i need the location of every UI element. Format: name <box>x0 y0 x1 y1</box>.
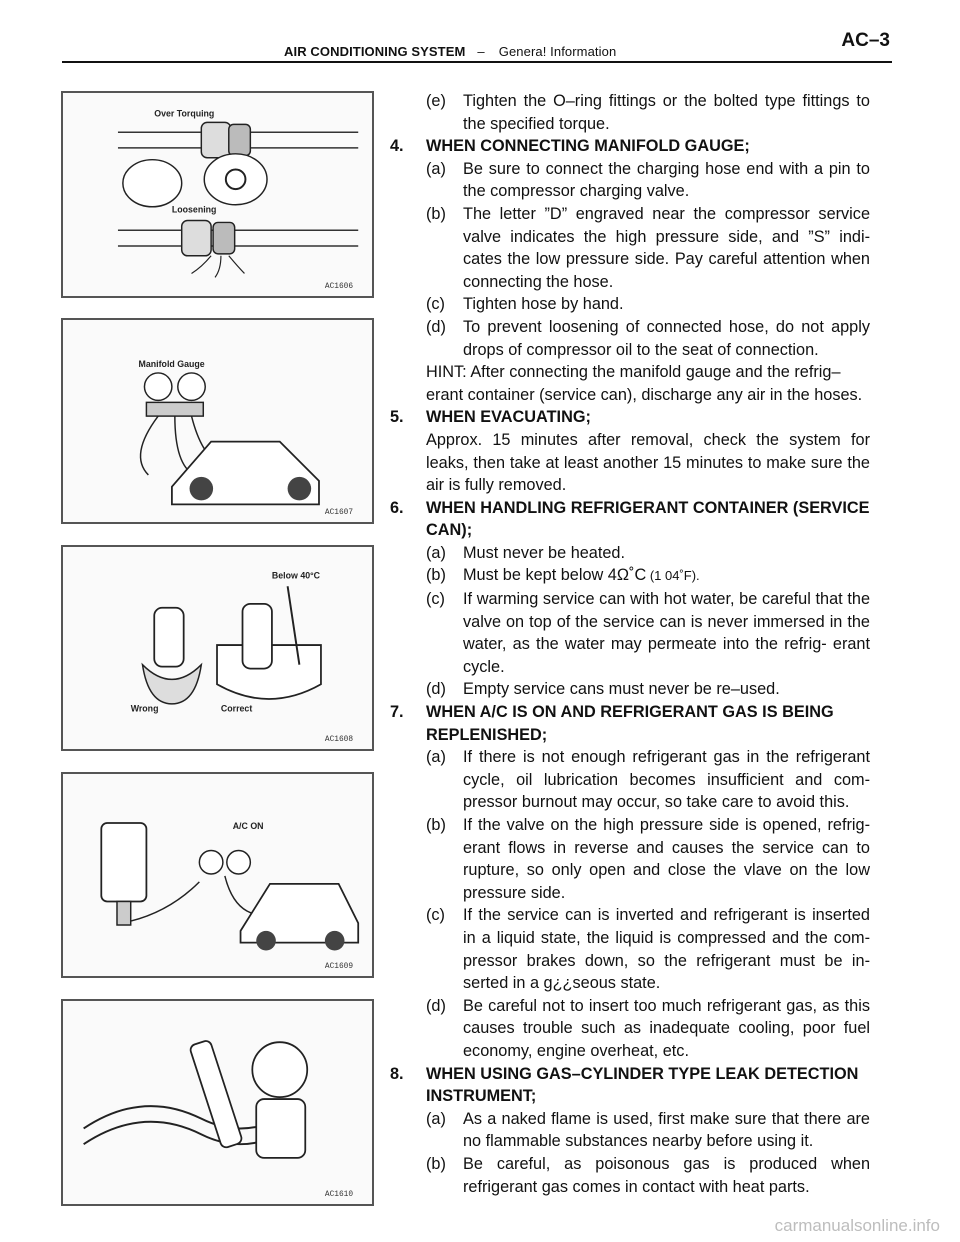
figure-torque-label-1: Over Torquing <box>154 108 215 119</box>
header-section: Genera! Information <box>498 44 617 59</box>
item-label: (e) <box>426 92 446 110</box>
section-title: WHEN A/C IS ON AND REFRIGERANT GAS IS BEING REPLENISHED; <box>426 703 834 744</box>
item-text: Tighten hose by hand. <box>463 295 624 314</box>
section-title: WHEN HANDLING REFRIGERANT CONTAINER (SERVICE CAN); <box>426 498 870 540</box>
watermark: carmanualsonline.info <box>774 1216 940 1235</box>
section-4-heading <box>390 135 870 158</box>
item-8a <box>390 1108 870 1153</box>
page-code: AC–3 <box>841 30 890 51</box>
figure-manifold-label: Manifold Gauge <box>138 359 205 370</box>
item-4a <box>390 158 870 203</box>
item-label: (a) <box>426 159 446 178</box>
figure-torque <box>61 91 374 298</box>
item-7c <box>390 904 870 994</box>
section-number: 4. <box>390 137 404 156</box>
item-4b <box>390 203 870 293</box>
item-text: Tighten the O–ring fittings or the bolted type fittings to the specified torque. <box>463 92 870 133</box>
item-text: Be careful not to insert too much refrigerant gas, as this causes trouble such as inadequate cooling, poor fuel economy, engine overheat, etc. <box>463 996 870 1060</box>
item-text: Be careful, as poisonous gas is produced when refrigerant gas comes in contact with heat parts. <box>463 1154 870 1196</box>
hint-paragraph: HINT: After connecting the manifold gauge and the refrig– erant container (service can), discharge any air in the hoses. <box>426 363 863 404</box>
item-label: (b) <box>426 204 446 223</box>
item-label: (c) <box>426 295 445 314</box>
instruction-text <box>390 90 870 1198</box>
figure-torque-label-2: Loosening <box>171 204 217 215</box>
header-rule <box>62 61 892 63</box>
header-title <box>284 44 616 59</box>
item-6c <box>390 588 870 678</box>
figure-ac-on <box>61 772 374 978</box>
item-label: (b) <box>426 566 446 585</box>
item-text: The letter ”D” engraved near the compressor service valve indicates the high pressure side, and ”S” indi- cates the low pressure side. Pay careful attention when connecting the hose. <box>463 204 870 291</box>
item-4c <box>390 293 870 316</box>
page-header <box>62 26 892 62</box>
item-6b <box>390 564 870 588</box>
item-label: (c) <box>426 590 445 609</box>
figure-code: AC1607 <box>324 508 354 518</box>
section-number: 8. <box>390 1064 404 1083</box>
figure-leak-detector <box>61 999 374 1206</box>
header-separator: – <box>477 44 485 59</box>
item-6d <box>390 678 870 701</box>
torque-illustration <box>63 93 372 296</box>
section-number: 6. <box>390 498 404 517</box>
figure-code: AC1608 <box>324 735 354 745</box>
item-7d <box>390 995 870 1063</box>
item-8b <box>390 1153 870 1198</box>
item-label: (b) <box>426 1154 446 1173</box>
figure-can-label-wrong: Wrong <box>130 703 159 714</box>
item-text: To prevent loosening of connected hose, do not apply drops of compressor oil to the seat of connection. <box>463 317 870 359</box>
section-number: 5. <box>390 408 404 427</box>
item-label: (b) <box>426 816 446 834</box>
item-label: (a) <box>426 1109 446 1128</box>
item-text: Be sure to connect the charging hose end with a pin to the compressor charging valve. <box>463 159 870 201</box>
item-7a <box>390 746 870 814</box>
service-can-illustration <box>63 547 372 749</box>
section-8-heading <box>390 1063 870 1108</box>
section-6-heading <box>390 497 870 542</box>
figure-manifold-gauge <box>61 318 374 524</box>
item-text-small: (1 04˚F). <box>646 568 700 584</box>
item-text: If the service can is inverted and refrigerant is inserted in a liquid state, the liquid is compressed and the com- pressor brakes down, so the refrigerant must be in- serted in a g¿¿seous state. <box>463 906 870 993</box>
item-4d <box>390 316 870 361</box>
item-label: (a) <box>426 543 446 562</box>
figure-code: AC1606 <box>324 282 354 292</box>
leak-detector-illustration <box>63 1001 372 1204</box>
item-text: If warming service can with hot water, be careful that the valve on top of the service can is never immersed in the water, as the water may permeate into the refrig- erant cycle. <box>463 590 870 676</box>
header-system: AIR CONDITIONING SYSTEM <box>284 44 466 59</box>
item-6a <box>390 542 870 565</box>
figure-can-label-below: Below 40°C <box>271 570 321 581</box>
item-text: Must never be heated. <box>463 543 626 562</box>
item-text: Empty service cans must never be re–used. <box>463 680 780 699</box>
section-title: WHEN USING GAS–CYLINDER TYPE LEAK DETECTION INSTRUMENT; <box>426 1064 859 1106</box>
item-text: As a naked flame is used, first make sure that there are no flammable substances nearby before using it. <box>463 1109 870 1151</box>
item-label: (d) <box>426 680 446 699</box>
item-text: If the valve on the high pressure side is opened, refrig- erant flows in reverse and causes the service can to rupture, so only open and close the vlave on the low pressure side. <box>463 816 870 902</box>
item-text: Must be kept below 4Ω˚C <box>463 566 647 585</box>
item-label: (a) <box>426 748 446 767</box>
section-number: 7. <box>390 703 404 722</box>
section-title: WHEN CONNECTING MANIFOLD GAUGE; <box>426 137 750 156</box>
figure-ac-on-label: A/C ON <box>232 820 264 831</box>
item-7b <box>390 814 870 904</box>
manifold-gauge-illustration <box>63 320 372 522</box>
item-label: (d) <box>426 317 446 336</box>
item-text: If there is not enough refrigerant gas in the refrigerant cycle, oil lubrication becomes insufficient and com- pressor burnout may occur, so take care to avoid this. <box>463 748 870 812</box>
figure-code: AC1609 <box>324 962 354 972</box>
section-title: WHEN EVACUATING; <box>426 408 591 427</box>
item-label: (d) <box>426 996 446 1015</box>
section-5-heading <box>390 406 870 429</box>
figure-can-label-correct: Correct <box>220 703 253 714</box>
item-e-tighten <box>390 90 870 135</box>
figure-code: AC1610 <box>324 1190 354 1200</box>
item-label: (c) <box>426 906 445 925</box>
section-7-heading <box>390 701 870 746</box>
figure-service-can <box>61 545 374 751</box>
section-5-text: Approx. 15 minutes after removal, check the system for leaks, then take at least another 15 minutes to make sure the air is fully removed. <box>426 430 870 495</box>
ac-on-illustration <box>63 774 372 976</box>
